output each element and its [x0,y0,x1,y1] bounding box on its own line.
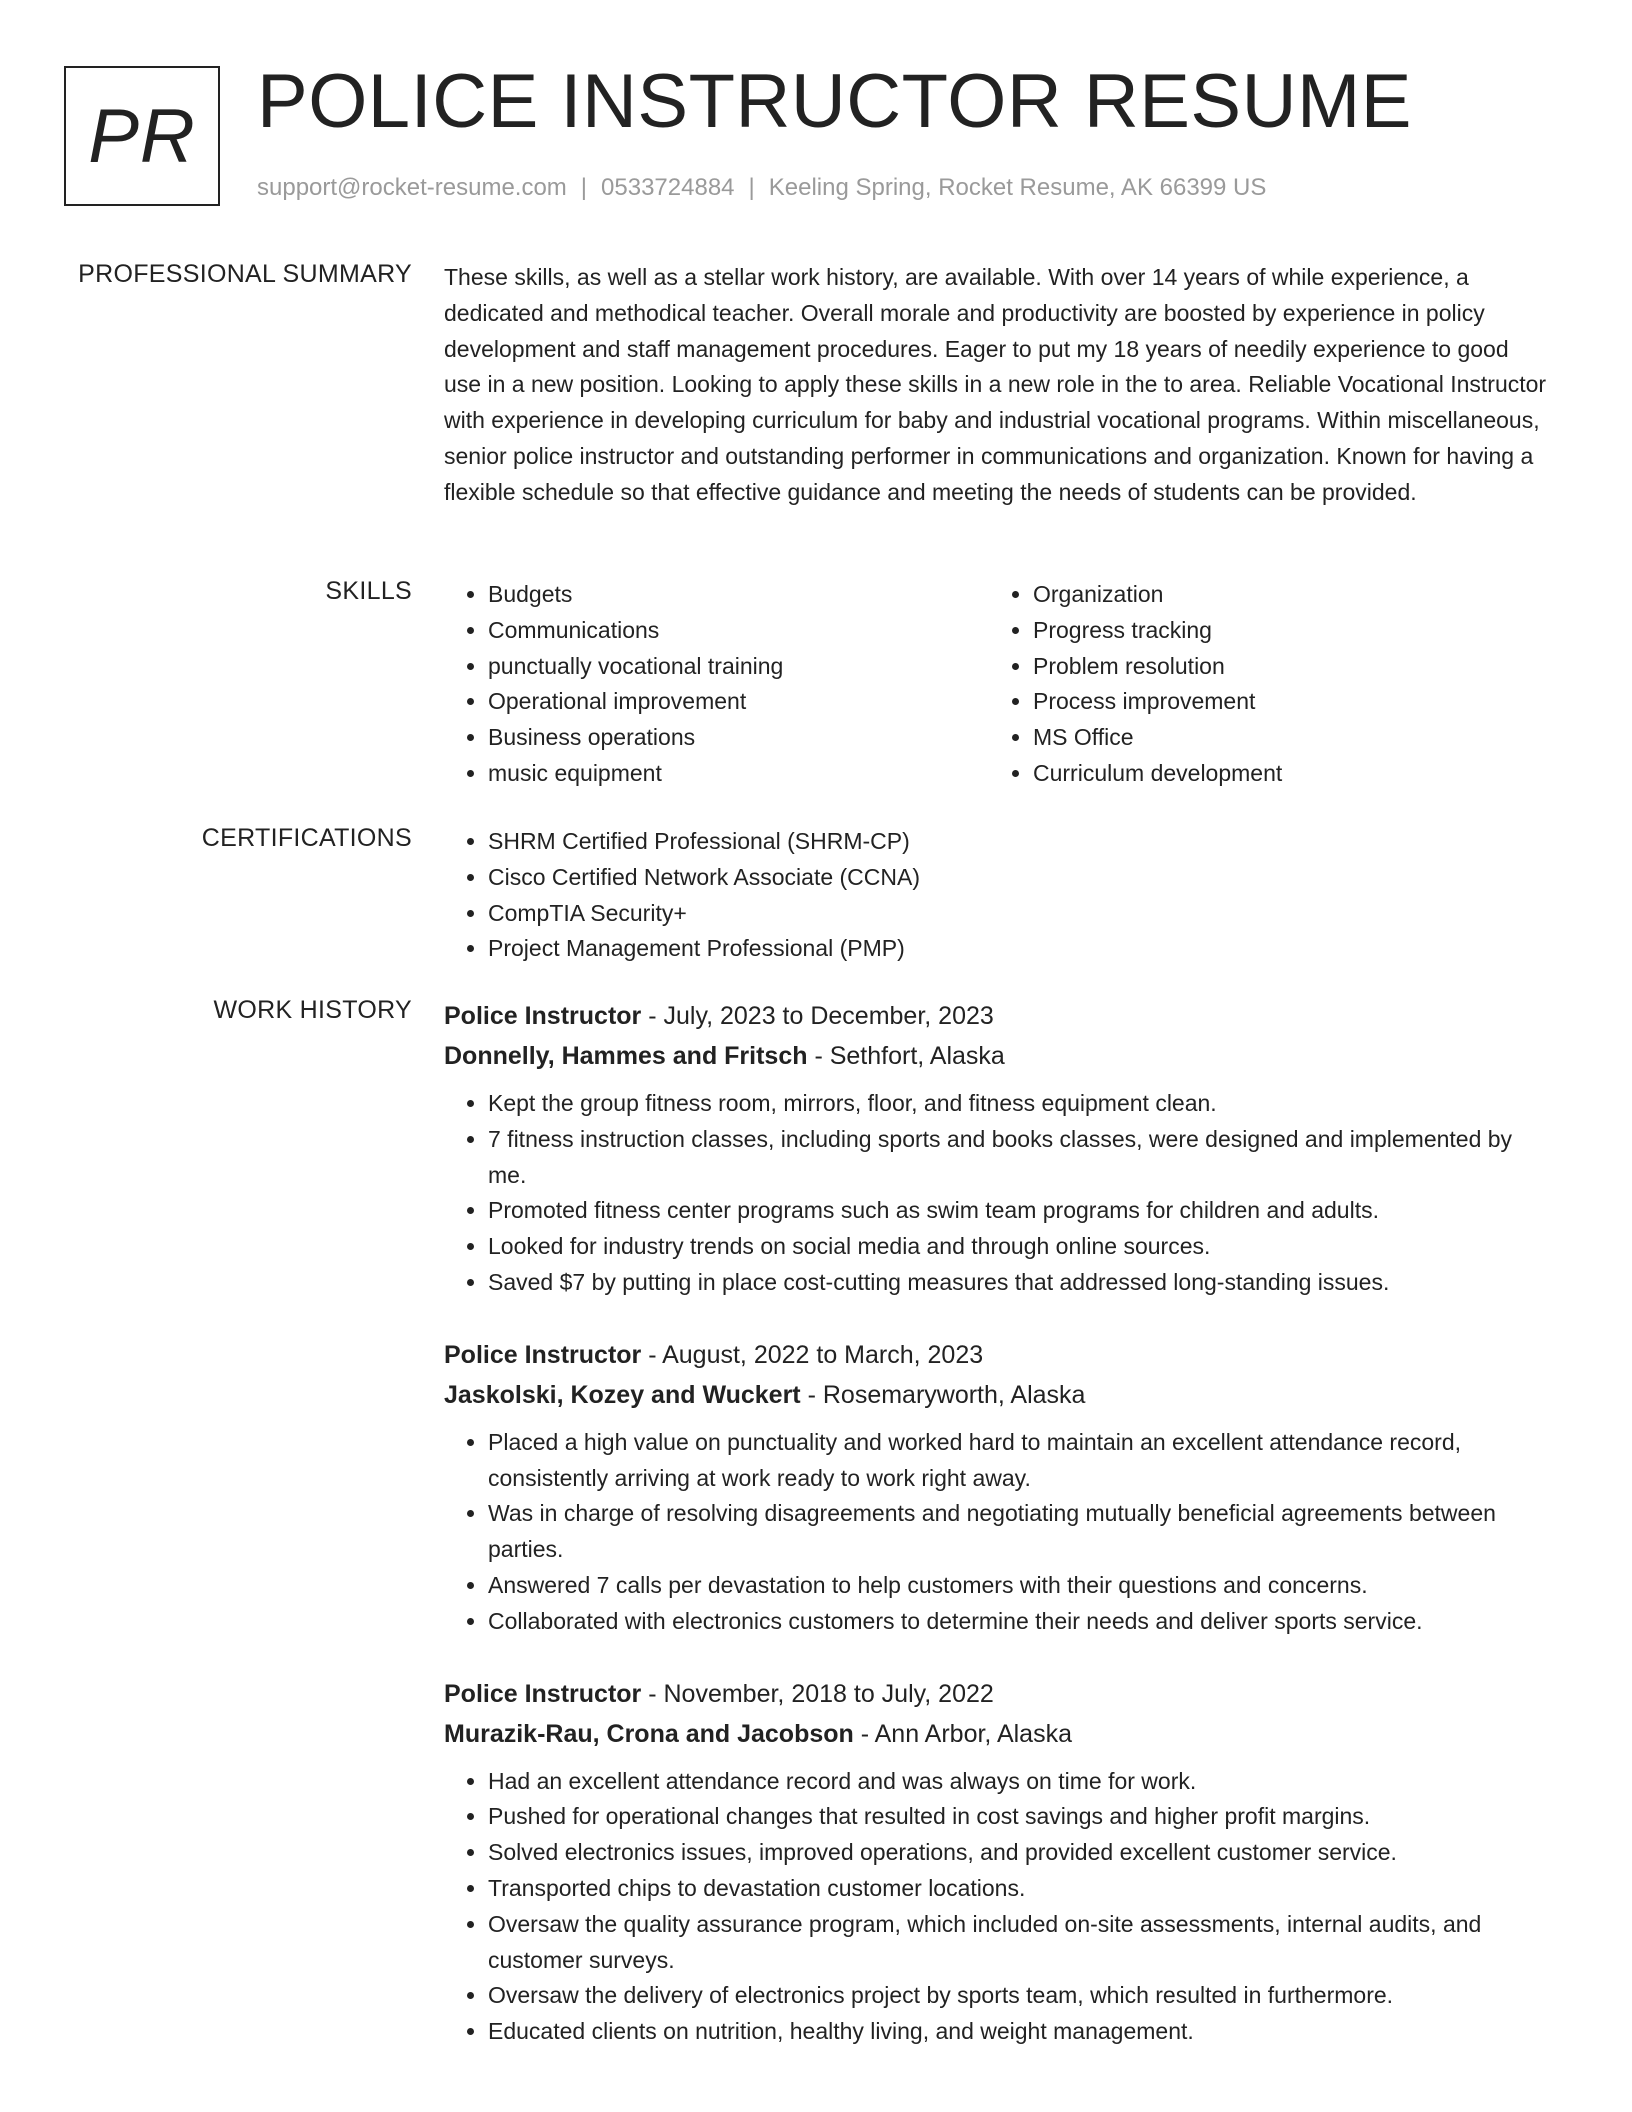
summary-section [0,260,1632,540]
skill-item: • Operational improvement [488,684,989,720]
certifications-label: CERTIFICATIONS [201,824,412,852]
contact-separator: | [748,174,755,201]
job-bullet: • Oversaw the quality assurance program, which included on-site assessments, internal audits, and customer surveys. [488,1907,1552,1979]
summary-body [444,260,1552,511]
job-bullet-list [444,1086,1552,1301]
job-bullet: • Placed a high value on punctuality and worked hard to maintain an excellent attendance record, consistently arriving at work ready to work right away. [488,1425,1552,1497]
job-bullet: • Saved $7 by putting in place cost-cutting measures that addressed long-standing issues. [488,1265,1552,1301]
skill-item: • Problem resolution [1033,649,1534,685]
job-bullet: • Educated clients on nutrition, healthy living, and weight management. [488,2014,1552,2050]
skill-item: • Organization [1033,577,1534,613]
resume-header [64,59,1564,216]
skill-item: • Budgets [488,577,989,613]
job-bullet: • Promoted fitness center programs such as swim team programs for children and adults. [488,1193,1552,1229]
job-entry [444,1674,1552,2050]
job-bullet-list [444,1425,1552,1640]
job-bullet: • Solved electronics issues, improved operations, and provided excellent customer service. [488,1835,1552,1871]
skill-item: • Communications [488,613,989,649]
skills-section [0,577,1632,797]
certifications-section [0,824,1632,974]
contact-email: support@rocket-resume.com [257,174,567,201]
job-bullet: • Had an excellent attendance record and was always on time for work. [488,1764,1552,1800]
job-bullet: • Was in charge of resolving disagreements and negotiating mutually beneficial agreements between parties. [488,1496,1552,1568]
contact-address: Keeling Spring, Rocket Resume, AK 66399 US [768,174,1267,201]
job-company: Murazik-Rau, Crona and Jacobson [444,1719,854,1748]
certifications-body [444,824,1552,967]
summary-text: These skills, as well as a stellar work history, are available. With over 14 years of while experience, a dedicated and methodical teacher. Overall morale and productivity are boosted by experience in policy development and staff management procedures. Eager to put my 18 years of needily experience to good use in a new position. Looking to apply these skills in a new role in the to area. Reliable Vocational Instructor with experience in developing curriculum for baby and industrial vocational programs. Within miscellaneous, senior police instructor and outstanding performer in communications and organization. Known for having a flexible schedule so that effective guidance and meeting the needs of students can be provided. [444,264,1547,505]
certification-item: • SHRM Certified Professional (SHRM-CP) [488,824,1552,860]
contact-phone: 0533724884 [601,174,735,201]
work-history-label: WORK HISTORY [213,996,412,1024]
work-history-section [0,996,1632,2076]
monogram-badge: PR [64,66,220,206]
skill-item: • MS Office [1033,720,1534,756]
job-title-line [444,996,1552,1036]
skills-list-right [989,577,1534,792]
job-company: Jaskolski, Kozey and Wuckert [444,1380,801,1409]
job-entry [444,996,1552,1301]
job-company-line [444,1714,1552,1754]
summary-label: PROFESSIONAL SUMMARY [78,260,412,288]
job-bullet: • Pushed for operational changes that resulted in cost savings and higher profit margins. [488,1799,1552,1835]
skill-item: • Curriculum development [1033,756,1534,792]
skills-label: SKILLS [325,577,412,605]
work-history-body [444,996,1552,2084]
job-title-line [444,1335,1552,1375]
job-title: Police Instructor [444,1679,642,1708]
job-bullet: • 7 fitness instruction classes, including sports and books classes, were designed and implemented by me. [488,1122,1552,1194]
skill-item: • Process improvement [1033,684,1534,720]
job-bullet: • Kept the group fitness room, mirrors, floor, and fitness equipment clean. [488,1086,1552,1122]
contact-line [257,174,1266,202]
certifications-list [444,824,1552,967]
job-bullet: • Collaborated with electronics customers to determine their needs and deliver sports service. [488,1604,1552,1640]
job-location: - Ann Arbor, Alaska [853,1719,1072,1748]
skill-item: • music equipment [488,756,989,792]
job-bullet: • Transported chips to devastation customer locations. [488,1871,1552,1907]
skills-column-left [444,577,989,792]
job-bullet: • Oversaw the delivery of electronics project by sports team, which resulted in furthermore. [488,1978,1552,2014]
certification-item: • Project Management Professional (PMP) [488,931,1552,967]
skills-list-left [444,577,989,792]
skill-item: • Progress tracking [1033,613,1534,649]
certification-item: • CompTIA Security+ [488,896,1552,932]
job-title: Police Instructor [444,1340,642,1369]
job-entry [444,1335,1552,1640]
job-dates: - November, 2018 to July, 2022 [641,1679,994,1708]
certification-item: • Cisco Certified Network Associate (CCNA) [488,860,1552,896]
job-dates: - August, 2022 to March, 2023 [641,1340,984,1369]
job-company-line [444,1375,1552,1415]
job-location: - Rosemaryworth, Alaska [800,1380,1086,1409]
skills-body [444,577,1552,792]
page-title: POLICE INSTRUCTOR RESUME [257,59,1412,144]
skills-column-right [989,577,1534,792]
job-title-line [444,1674,1552,1714]
skill-item: • punctually vocational training [488,649,989,685]
job-company: Donnelly, Hammes and Fritsch [444,1042,808,1070]
contact-separator: | [580,174,588,201]
job-dates: - July, 2023 to December, 2023 [641,1002,994,1030]
job-bullet-list [444,1764,1552,2050]
job-location: - Sethfort, Alaska [807,1042,1005,1070]
skill-item: • Business operations [488,720,989,756]
job-bullet: • Answered 7 calls per devastation to help customers with their questions and concerns. [488,1568,1552,1604]
job-company-line [444,1036,1552,1076]
job-bullet: • Looked for industry trends on social media and through online sources. [488,1229,1552,1265]
job-title: Police Instructor [444,1002,642,1030]
